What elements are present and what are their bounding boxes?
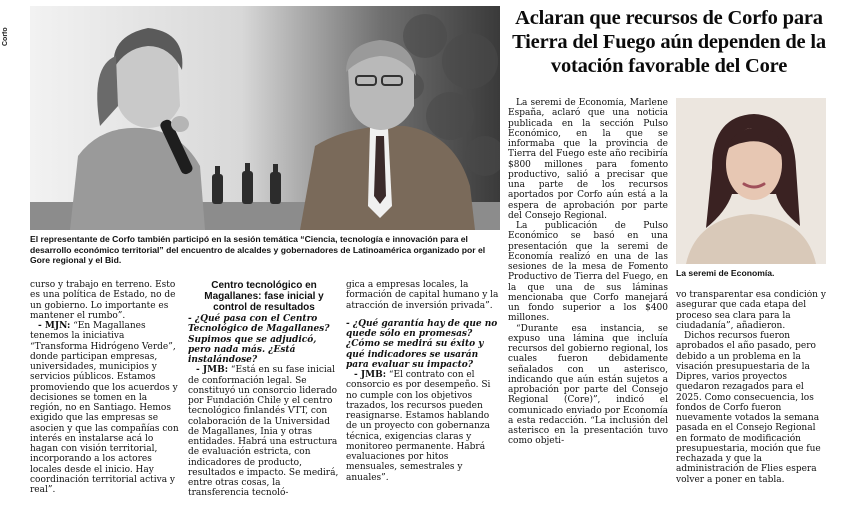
- speaker-label: - JMB:: [354, 370, 387, 380]
- paragraph-text: “En Magallanes tenemos la iniciativa “Transforma Hidrógeno Verde”, donde participan empresas, universidades, municipios y servicios públicos. Estamos promoviendo que los acuerdos y decisiones se tomen en la región, no en Santiago. Hemos exigido que las empresas se asocien y que las compañías con interés en instalarse acá lo hagan con visión territorial, incorporando a los actores locales desde el inicio. Hay coordinación territorial activa y real”.: [30, 321, 179, 495]
- article-column-5: [676, 290, 828, 520]
- article-column-4: [508, 98, 668, 518]
- subheading: Centro tecnológico en Magallanes: fase inicial y control de resultados: [204, 280, 324, 313]
- seremi-portrait-photo: [676, 98, 826, 264]
- paragraph: “Durante esa instancia, se expuso una lámina que incluía recursos del gobierno regional, los cuales fueron debidamente señalados con un asterisco, indicando que aún están sujetos a aprobación por parte del Consejo Regional (Core)”, indicó el comunicado enviado por Economía a esta redacción. “La inclusión del asterisco en la presentación tuvo como objeti-: [508, 323, 668, 447]
- interview-question: - ¿Qué garantía hay de que no quede sólo en promesas? ¿Cómo se medirá su éxito y qué indicadores se usarán para evaluar su impacto?: [346, 318, 498, 370]
- paragraph: vo transparentar esa condición y asegurar que cada etapa del proceso sea clara para la ciudadanía”, añadieron.: [676, 290, 826, 331]
- paragraph: Dichos recursos fueron aprobados el año pasado, pero debido a un problema en la visación presupuestaria de la Dipres, varios proyectos quedaron rezagados para el 2025. Como consecuencia, los fondos de Corfo fueron nuevamente votados la semana pasada en el Consejo Regional en formato de modificación presupuestaria, moción que fue rechazada y que la administración de Flies espera volver a poner en tabla.: [676, 331, 821, 485]
- seremi-portrait-image: [676, 98, 826, 264]
- photo-caption: El representante de Corfo también participó en la sesión temática “Ciencia, tecnología e innovación para el desarrollo económico territorial” del encuentro de alcaldes y gobernadores de Latinoamérica organizado por el Gore regional y el Bid.: [30, 234, 486, 266]
- photo-credit: Corfo: [2, 27, 9, 46]
- headline: Aclaran que recursos de Corfo para Tierra del Fuego aún dependen de la votación favorable del Core: [512, 7, 826, 77]
- speaker-label: - JMB:: [196, 365, 229, 376]
- side-photo-caption: La seremi de Economía.: [676, 268, 775, 278]
- panel-session-photo: [30, 6, 500, 230]
- paragraph: [346, 370, 502, 483]
- paragraph: gica a empresas locales, la formación de capital humano y la atracción de inversión privada”.: [346, 280, 499, 311]
- panel-session-image: [30, 6, 500, 230]
- article-column-3: [346, 280, 502, 520]
- paragraph: La publicación de Pulso Económico se basó en una presentación que la seremi de Economía realizó en una de las sesiones de la mesa de Fomento Productivo de Tierra del Fuego, en la que una de sus láminas mencionaba que Corfo manejará un fondo superior a los $400 millones.: [508, 221, 668, 324]
- paragraph: [30, 321, 182, 495]
- paragraph-text: “Está en su fase inicial de conformación legal. Se constituyó un consorcio liderado por Fundación Chile y el centro tecnológico finlandés VTT, con colaboración de la Universidad de Magallanes, Inia y otras entidades. Habrá una estructura de evaluación estricta, con indicadores de producto, resultados e impacto. Se medirá, entre otras cosas, la transferencia tecnoló-: [188, 365, 339, 499]
- article-column-2: [188, 280, 340, 520]
- paragraph-text: “El contrato con el consorcio es por desempeño. Si no cumple con los objetivos trazados, los recursos pueden reasignarse. Estamos hablando de un proyecto con gobernanza técnica, exigencias claras y monitoreo permanente. Habrá evaluaciones por hitos mensuales, semestrales y anuales”.: [346, 370, 491, 483]
- speaker-label: - MJN:: [38, 321, 71, 331]
- article-column-1: [30, 280, 182, 520]
- paragraph: [188, 365, 340, 498]
- paragraph: curso y trabajo en terreno. Esto es una política de Estado, no de un gobierno. Lo importante es mantener el rumbo”.: [30, 280, 176, 321]
- interview-question: - ¿Qué pasa con el Centro Tecnológico de Magallanes? Supimos que se adjudicó, pero nada más. ¿Está instalándose?: [188, 314, 330, 365]
- paragraph: La seremi de Economía, Marlene España, aclaró que una noticia publicada en la sección Pulso Económico, en la que se informaba que la provincia de Tierra del Fuego este año recibiría $800 millones para fomento productivo, salió a precisar que una parte de los recursos aportados por Corfo aún está a la espera de aprobación por parte del Consejo Regional.: [508, 98, 668, 221]
